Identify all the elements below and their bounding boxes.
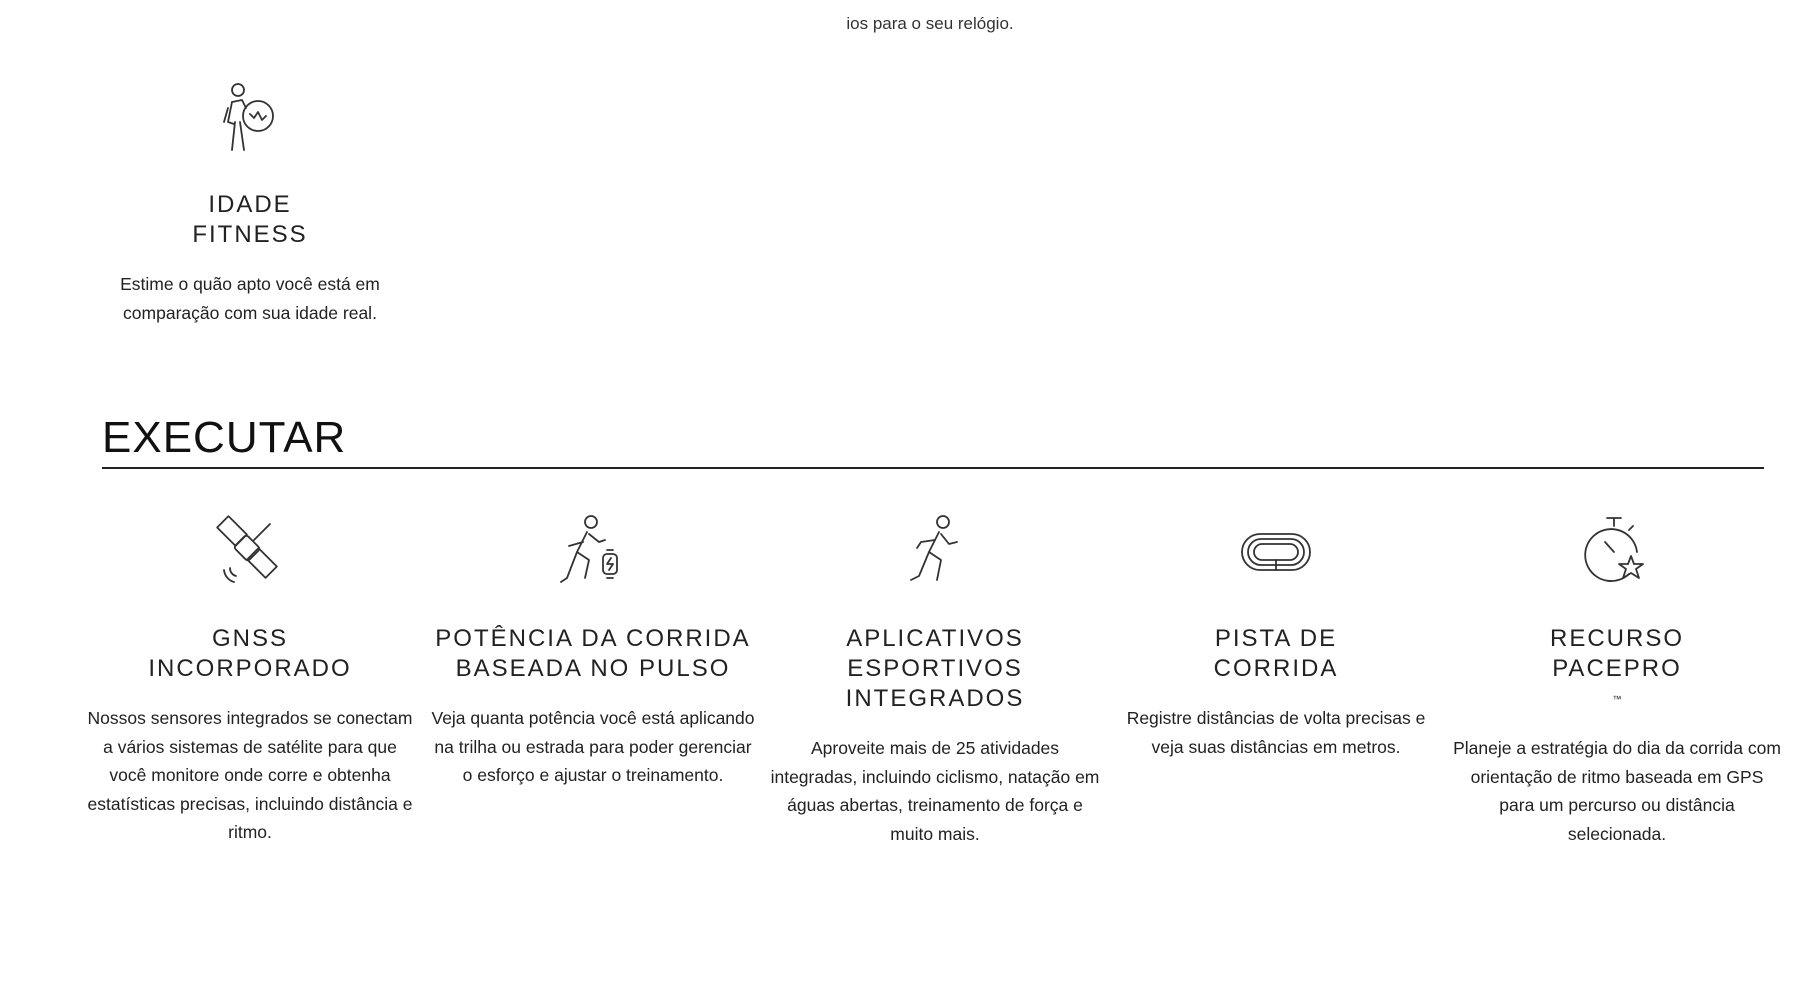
running-track-icon [1236, 512, 1316, 592]
feature-description: Estime o quão apto você está em comparação com sua idade real. [120, 274, 380, 323]
feature-sport-apps [770, 512, 1100, 848]
feature-description: Planeje a estratégia do dia da corrida com orientação de ritmo baseada em GPS para um percurso ou distância selecionada. [1453, 738, 1781, 844]
section-divider [102, 467, 1764, 469]
satellite-icon [210, 512, 290, 592]
feature-description: Nossos sensores integrados se conectam a vários sistemas de satélite para que você monitore onde corre e obtenha estatísticas precisas, incluindo distância e ritmo. [87, 708, 413, 842]
running-power-icon [553, 512, 633, 592]
feature-gnss [85, 512, 415, 847]
previous-section-text: ios para o seu relógio. [846, 14, 1014, 33]
fitness-age-icon [210, 78, 290, 158]
runner-icon [895, 512, 975, 592]
feature-title: PISTA DE CORRIDA [1213, 625, 1339, 682]
feature-title: GNSS INCORPORADO [148, 625, 352, 682]
feature-running-track [1111, 512, 1441, 761]
section-title: EXECUTAR [102, 413, 347, 462]
feature-title: APLICATIVOS ESPORTIVOS INTEGRADOS [845, 625, 1025, 712]
feature-description: Registre distâncias de volta precisas e veja suas distâncias em metros. [1126, 708, 1426, 757]
trademark-symbol: ™ [1612, 694, 1622, 704]
feature-title: IDADE FITNESS [192, 191, 308, 248]
feature-description: Aproveite mais de 25 atividades integradas, incluindo ciclismo, natação em águas abertas, treinamento de força e muito mais. [770, 738, 1100, 844]
feature-description: Veja quanta potência você está aplicando na trilha ou estrada para poder gerenciar o esforço e ajustar o treinamento. [431, 708, 755, 785]
feature-pacepro [1452, 512, 1782, 848]
feature-fitness-age [85, 78, 415, 327]
stopwatch-star-icon [1577, 512, 1657, 592]
feature-title: RECURSO PACEPRO ™ [1549, 625, 1684, 704]
feature-title: POTÊNCIA DA CORRIDA BASEADA NO PULSO [435, 625, 751, 682]
feature-running-power [428, 512, 758, 790]
